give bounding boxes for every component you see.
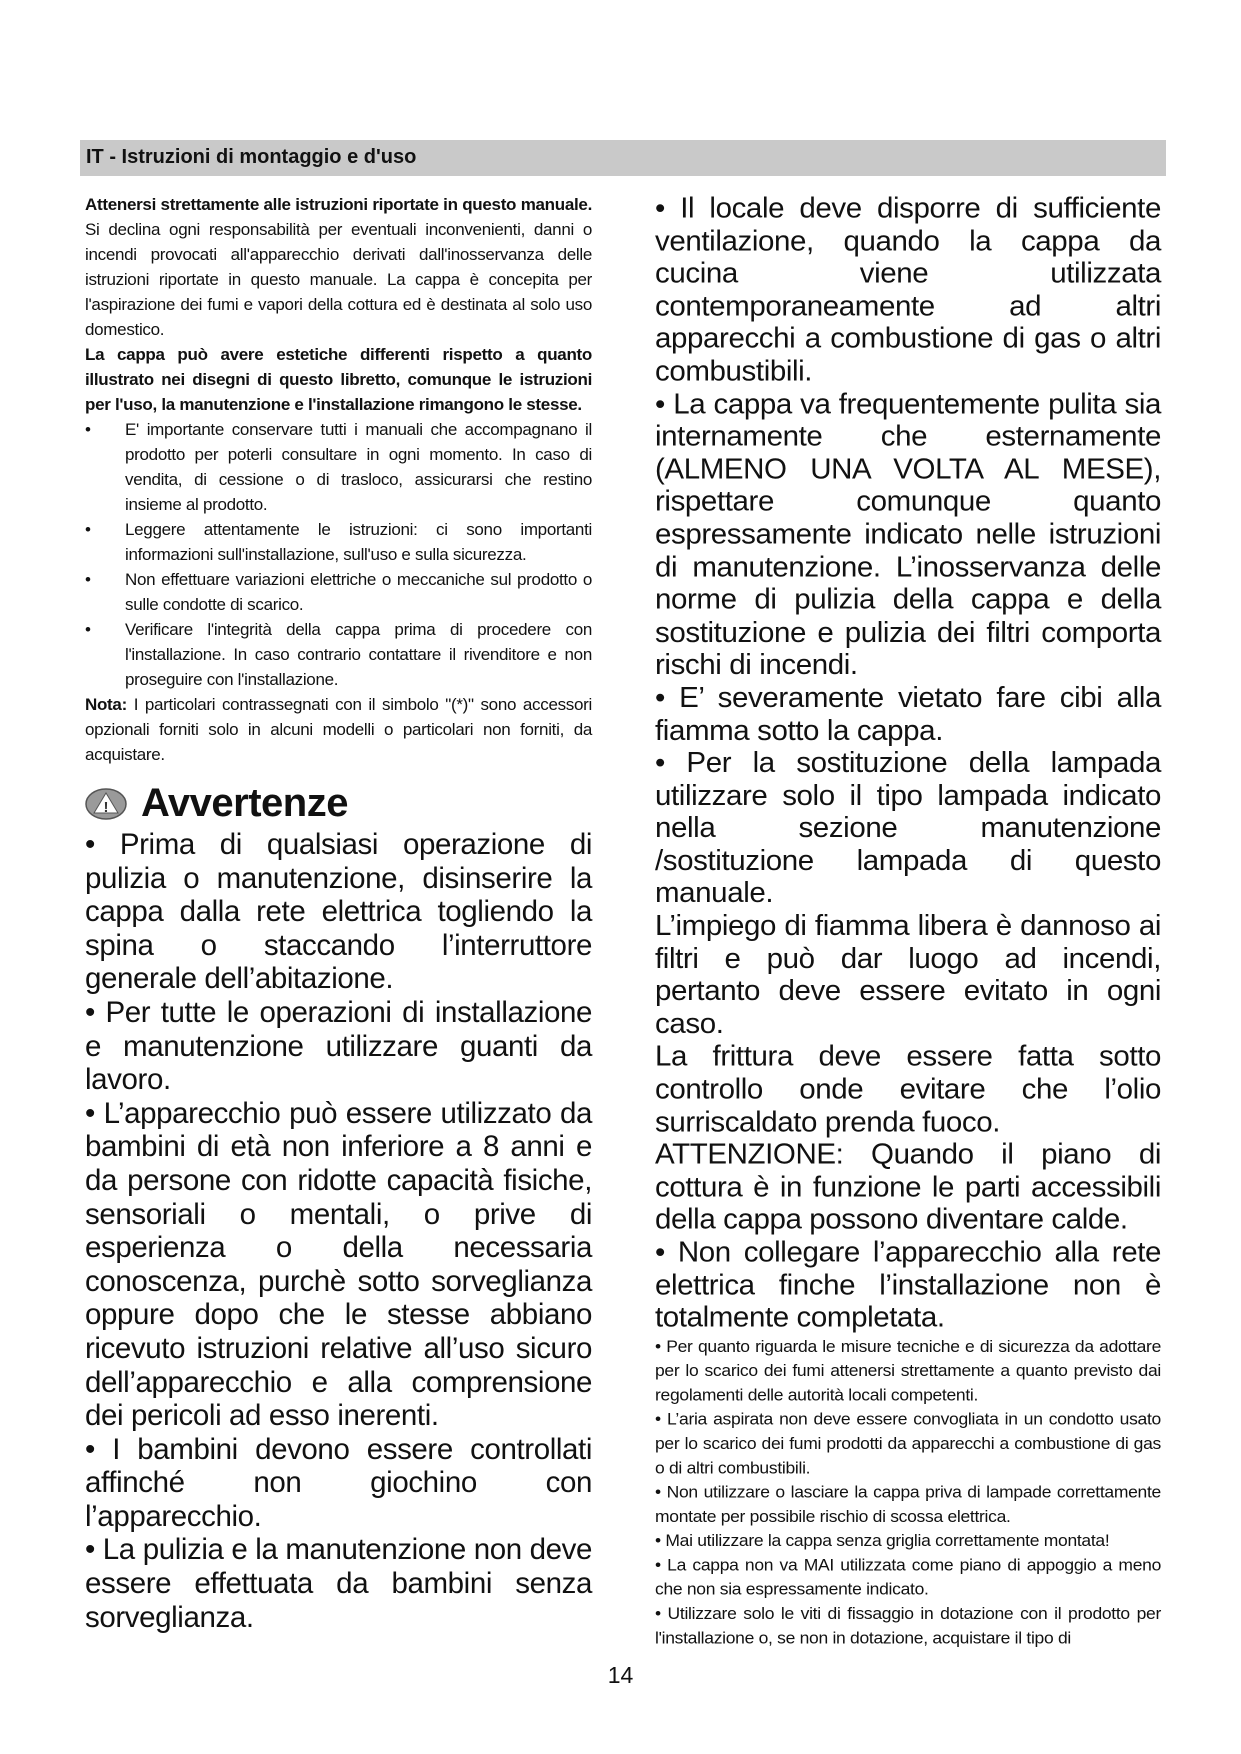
section-header [80, 140, 1166, 176]
warning-paragraph: • Per tutte le operazioni di installazione e manutenzione utilizzare guanti da lavoro. [85, 995, 592, 1097]
list-item [85, 417, 592, 517]
section-title: IT - Istruzioni di montaggio e d'uso [86, 146, 417, 168]
right-column [655, 192, 1161, 1650]
safety-note: • Mai utilizzare la cappa senza griglia correttamente montata! [655, 1530, 1110, 1550]
warning-paragraph: • Il locale deve disporre di sufficiente ventilazione, quando la cappa da cucina viene utilizzata contemporaneamente ad altri apparecchi a combustione di gas o altri combustibili. [655, 192, 1161, 388]
bullet-marker: • [85, 570, 91, 589]
safety-note: • L’aria aspirata non deve essere convogliata in un condotto usato per lo scarico dei fumi prodotti da apparecchi a combustione di gas o di altri combustibili. [655, 1408, 1161, 1477]
list-item-text: Verificare l'integrità della cappa prima di procedere con l'installazione. In caso contrario contattare il rivenditore e non proseguire con l'installazione. [125, 620, 592, 689]
warning-paragraph: • Non collegare l’apparecchio alla rete elettrica finche l’installazione non è totalmente completata. [655, 1236, 1161, 1334]
list-item-text: Non effettuare variazioni elettriche o meccaniche sul prodotto o sulle condotte di scarico. [125, 570, 592, 614]
safety-note: • Non utilizzare o lasciare la cappa priva di lampade correttamente montate per possibile rischio di scossa elettrica. [655, 1481, 1161, 1526]
safety-note: • La cappa non va MAI utilizzata come piano di appoggio a meno che non sia espressamente indicato. [655, 1554, 1161, 1599]
warning-paragraph: • E’ severamente vietato fare cibi alla fiamma sotto la cappa. [655, 681, 1161, 747]
warning-paragraph: • La pulizia e la manutenzione non deve essere effettuata da bambini senza sorveglianza. [85, 1533, 592, 1634]
nota-label: Nota: [85, 695, 127, 714]
warning-paragraph: • Prima di qualsiasi operazione di pulizia o manutenzione, disinserire la cappa dalla rete elettrica togliendo la spina o staccando l’interruttore generale dell’abitazione. [85, 828, 592, 996]
aesthetic-note: La cappa può avere estetiche differenti rispetto a quanto illustrato nei disegni di questo libretto, comunque le istruzioni per l'uso, la manutenzione e l'installazione rimangono le stesse. [85, 345, 592, 414]
warning-paragraph: La frittura deve essere fatta sotto controllo onde evitare che l’olio surriscaldato prenda fuoco. [655, 1040, 1161, 1138]
warning-icon-glyph: ! [103, 798, 109, 816]
intro-bold: Attenersi strettamente alle istruzioni riportate in questo manuale. [85, 195, 592, 214]
list-item [85, 567, 592, 617]
warning-icon [85, 788, 127, 820]
warning-paragraph: • L’apparecchio può essere utilizzato da bambini di età non inferiore a 8 anni e da persone con ridotte capacità fisiche, sensoriali o mentali, o prive di esperienza o della necessaria conoscenza, purchè sotto sorveglianza oppure dopo che le stesse abbiano ricevuto istruzioni relative all’uso sicuro dell’apparecchio e alla comprensione dei pericoli ad esso inerenti. [85, 1096, 592, 1433]
list-item [85, 617, 592, 692]
intro-paragraph [85, 192, 592, 342]
bullet-marker: • [85, 420, 91, 439]
warning-paragraph: • I bambini devono essere controllati affinché non giochino con l’apparecchio. [85, 1432, 592, 1533]
page-number: 14 [607, 1662, 634, 1688]
bullet-marker: • [85, 520, 91, 539]
safety-note: • Per quanto riguarda le misure tecniche e di sicurezza da adottare per lo scarico dei fumi attenersi strettamente a quanto previsto dai regolamenti delle autorità locali competenti. [655, 1336, 1161, 1405]
list-item [85, 517, 592, 567]
warnings-heading [85, 781, 592, 826]
warning-paragraph: • Per la sostituzione della lampada utilizzare solo il tipo lampada indicato nella sezione manutenzione /sostituzione lampada di questo manuale. [655, 746, 1161, 910]
list-item-text: Leggere attentamente le istruzioni: ci sono importanti informazioni sull'installazione, sull'uso e sulla sicurezza. [125, 520, 592, 564]
intro-rest: Si declina ogni responsabilità per eventuali inconvenienti, danni o incendi provocati all'apparecchio derivati dall'inosservanza delle istruzioni riportate in questo manuale. La cappa è concepita per l'aspirazione dei fumi e vapori della cottura ed è destinata al solo uso domestico. [85, 220, 592, 339]
nota-text: I particolari contrassegnati con il simbolo "(*)" sono accessori opzionali forniti solo in alcuni modelli o particolari non forniti, da acquistare. [85, 695, 592, 764]
warning-paragraph: L’impiego di fiamma libera è dannoso ai filtri e può dar luogo ad incendi, pertanto deve essere evitato in ogni caso. [655, 909, 1161, 1040]
safety-note: • Utilizzare solo le viti di fissaggio in dotazione con il prodotto per l'installazione o, se non in dotazione, acquistare il tipo di [655, 1603, 1161, 1647]
bullet-marker: • [85, 620, 91, 639]
left-column [85, 192, 592, 1634]
list-item-text: E' importante conservare tutti i manuali che accompagnano il prodotto per poterli consultare in ogni momento. In caso di vendita, di cessione o di trasloco, assicurarsi che restino insieme al prodotto. [125, 420, 592, 514]
warning-paragraph: • La cappa va frequentemente pulita sia internamente che esternamente (ALMENO UNA VOLTA AL MESE), rispettare comunque quanto espressamente indicato nelle istruzioni di manutenzione. L’inosservanza delle norme di pulizia della cappa e della sostituzione e pulizia dei filtri comporta rischi di incendi. [655, 387, 1161, 681]
warning-paragraph: ATTENZIONE: Quando il piano di cottura è in funzione le parti accessibili della cappa possono diventare calde. [655, 1138, 1161, 1236]
warnings-title: Avvertenze [141, 781, 348, 825]
nota-paragraph [85, 692, 592, 767]
